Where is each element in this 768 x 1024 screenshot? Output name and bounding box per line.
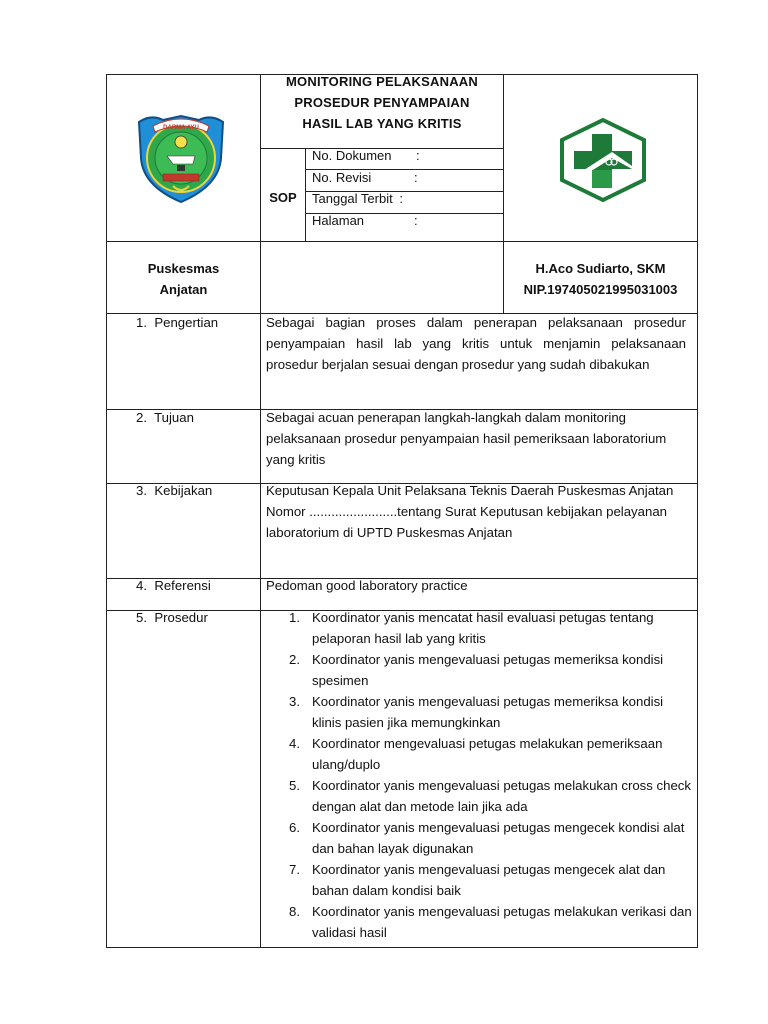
procedure-step	[260, 607, 692, 649]
meta-sep: :	[416, 148, 420, 163]
meta-row-no-dokumen	[312, 145, 502, 166]
title-line: MONITORING PELAKSANAAN	[286, 74, 478, 89]
procedure-step	[260, 649, 692, 691]
step-number: 4.	[289, 736, 300, 751]
step-number: 5.	[289, 778, 300, 793]
signer-name: H.Aco Sudiarto, SKM	[535, 261, 666, 276]
section-label-kebijakan: 3. Kebijakan	[136, 483, 213, 498]
step-text: Koordinator yanis mengevaluasi petugas melakukan verikasi dan validasi hasil	[312, 904, 692, 940]
step-text: Koordinator yanis mengevaluasi petugas mengecek alat dan bahan dalam kondisi baik	[312, 862, 666, 898]
meta-label: Tanggal Terbit	[312, 191, 393, 206]
step-text: Koordinator yanis mengevaluasi petugas memeriksa kondisi klinis pasien jika memungkinkan	[312, 694, 664, 730]
step-number: 7.	[289, 862, 300, 877]
step-number: 1.	[289, 610, 300, 625]
org-line: Anjatan	[159, 282, 208, 297]
step-text: Koordinator yanis mencatat hasil evaluasi petugas tentang pelaporan hasil lab yang kritis	[312, 610, 654, 646]
procedure-step	[260, 775, 692, 817]
step-number: 6.	[289, 820, 300, 835]
section-label-pengertian: 1. Pengertian	[136, 315, 219, 330]
section-label-referensi: 4. Referensi	[136, 578, 211, 593]
indramayu-regency-emblem-icon	[133, 108, 229, 204]
signer-nip: NIP.197405021995031003	[523, 282, 678, 297]
step-number: 3.	[289, 694, 300, 709]
step-text: Koordinator yanis mengevaluasi petugas mengecek kondisi alat dan bahan layak digunakan	[312, 820, 685, 856]
meta-label: No. Revisi	[312, 170, 372, 185]
section-text-tujuan: Sebagai acuan penerapan langkah-langkah dalam monitoring pelaksanaan prosedur penyampaian hasil pemeriksaan laboratorium yang kritis	[266, 410, 667, 467]
sop-label: SOP	[269, 190, 297, 205]
meta-label: No. Dokumen	[312, 148, 392, 163]
divider	[106, 241, 698, 242]
procedure-step	[260, 691, 692, 733]
meta-label: Halaman	[312, 213, 365, 228]
title-line: HASIL LAB YANG KRITIS	[302, 116, 462, 131]
step-text: Koordinator yanis mengevaluasi petugas memeriksa kondisi spesimen	[312, 652, 664, 688]
section-text-kebijakan: Keputusan Kepala Unit Pelaksana Teknis Daerah Puskesmas Anjatan Nomor ........................tentang Surat Keputusan kebijakan pelayanan laboratorium di UPTD Puskesmas Anjatan	[266, 483, 674, 540]
section-text-pengertian: Sebagai bagian proses dalam penerapan pelaksanaan prosedur penyampaian hasil lab yang kritis untuk menjamin pelaksanaan prosedur berjalan sesuai dengan prosedur yang sudah dibakukan	[266, 315, 686, 372]
meta-row-no-revisi	[312, 167, 502, 188]
divider	[305, 148, 306, 241]
procedure-step	[260, 817, 692, 859]
title-line: PROSEDUR PENYAMPAIAN	[294, 95, 470, 110]
meta-sep: :	[414, 213, 418, 228]
step-text: Koordinator mengevaluasi petugas melakukan pemeriksaan ulang/duplo	[312, 736, 663, 772]
procedure-step	[260, 733, 692, 775]
svg-text:DARMA AYU: DARMA AYU	[163, 125, 199, 131]
meta-row-halaman	[312, 210, 502, 231]
puskesmas-logo-icon	[558, 118, 648, 202]
document-title	[261, 71, 503, 134]
org-name	[107, 258, 260, 300]
procedure-step	[260, 901, 692, 943]
meta-row-tanggal-terbit	[312, 188, 502, 209]
signer-block	[504, 258, 697, 300]
section-label-tujuan: 2. Tujuan	[136, 410, 194, 425]
step-text: Koordinator yanis mengevaluasi petugas melakukan cross check dengan alat dan metode lain jika ada	[312, 778, 691, 814]
procedure-steps	[260, 607, 692, 943]
procedure-step	[260, 859, 692, 901]
step-number: 8.	[289, 904, 300, 919]
meta-sep: :	[399, 191, 403, 206]
divider	[260, 74, 261, 613]
section-label-prosedur: 5. Prosedur	[136, 610, 208, 625]
step-number: 2.	[289, 652, 300, 667]
section-text-referensi: Pedoman good laboratory practice	[266, 578, 468, 593]
org-line: Puskesmas	[147, 261, 220, 276]
meta-sep: :	[414, 170, 418, 185]
